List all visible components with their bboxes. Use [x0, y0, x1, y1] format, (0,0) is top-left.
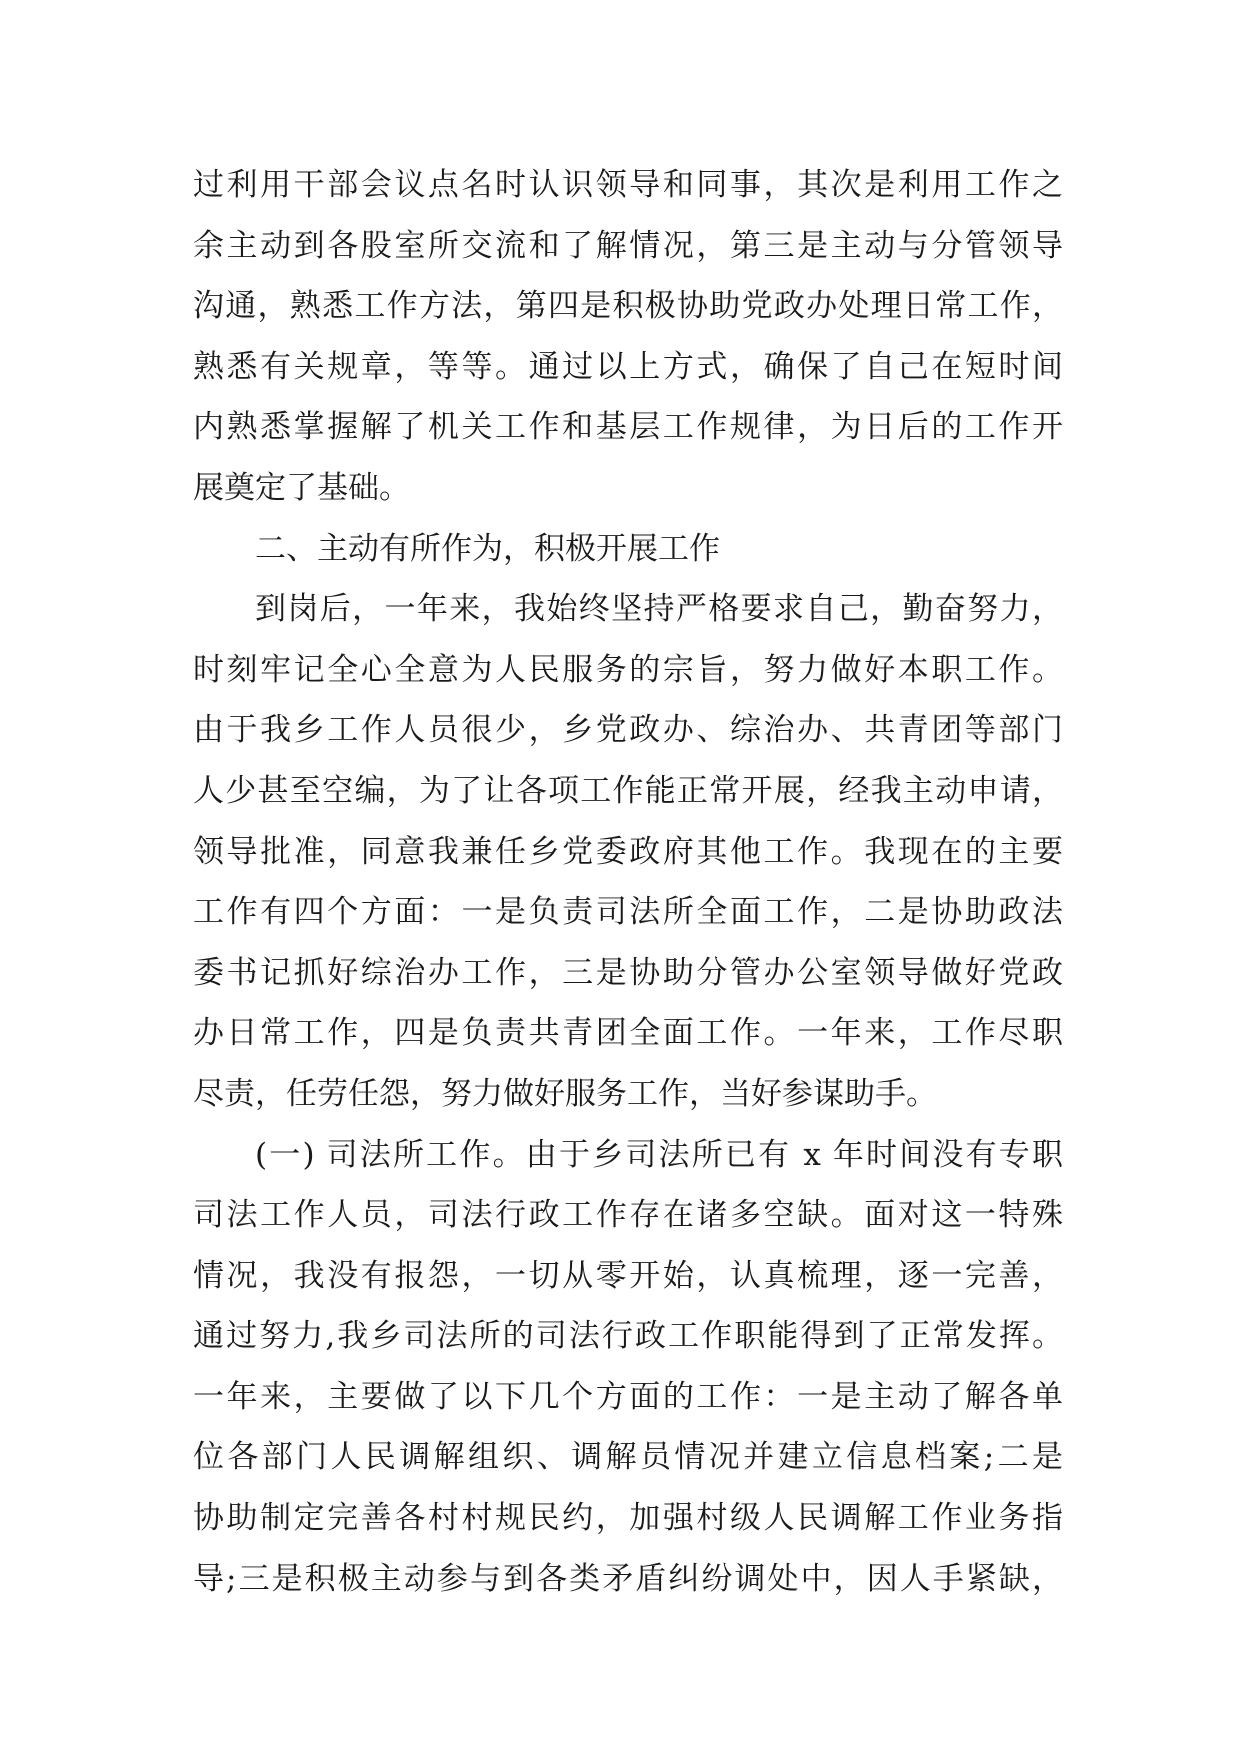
body-text: [193, 155, 1063, 1609]
section-heading: 二、主动有所作为，积极开展工作: [255, 530, 720, 567]
text-line: 沟通，熟悉工作方法，第四是积极协助党政办处理日常工作，: [193, 288, 1063, 325]
text-line: 过利用干部会议点名时认识领导和同事，其次是利用工作之: [193, 167, 1063, 203]
text-line: 展奠定了基础。: [193, 469, 410, 506]
subsection-line: (一) 司法所工作。由于乡司法所已有 x 年时间没有专职: [255, 1136, 1063, 1173]
text-line: 尽责，任劳任怨，努力做好服务工作，当好参谋助手。: [193, 1075, 937, 1112]
text-line: 委书记抓好综治办工作，三是协助分管办公室领导做好党政: [193, 954, 1063, 991]
text-line: 到岗后，一年来，我始终坚持严格要求自己，勤奋努力，: [255, 591, 1063, 628]
text-line: 领导批准，同意我兼任乡党委政府其他工作。我现在的主要: [193, 833, 1063, 870]
text-line: 熟悉有关规章，等等。通过以上方式，确保了自己在短时间: [193, 348, 1063, 385]
text-line: 一年来，主要做了以下几个方面的工作：一是主动了解各单: [193, 1378, 1063, 1415]
text-line: 时刻牢记全心全意为人民服务的宗旨，努力做好本职工作。: [193, 651, 1063, 688]
text-line: 情况，我没有报怨，一切从零开始，认真梳理，逐一完善，: [193, 1257, 1063, 1294]
text-line: 司法工作人员，司法行政工作存在诸多空缺。面对这一特殊: [193, 1197, 1063, 1234]
text-line: 工作有四个方面：一是负责司法所全面工作，二是协助政法: [193, 894, 1063, 931]
text-line: 余主动到各股室所交流和了解情况，第三是主动与分管领导: [193, 227, 1063, 264]
text-line: 办日常工作，四是负责共青团全面工作。一年来，工作尽职: [193, 1015, 1063, 1052]
text-line: 通过努力,我乡司法所的司法行政工作职能得到了正常发挥。: [193, 1318, 1063, 1355]
text-line: 内熟悉掌握解了机关工作和基层工作规律，为日后的工作开: [193, 409, 1063, 446]
text-line: 人少甚至空编，为了让各项工作能正常开展，经我主动申请，: [193, 772, 1063, 809]
text-line: 协助制定完善各村村规民约，加强村级人民调解工作业务指: [193, 1500, 1063, 1537]
text-line: 导;三是积极主动参与到各类矛盾纠纷调处中，因人手紧缺，: [193, 1560, 1063, 1597]
text-line: 由于我乡工作人员很少，乡党政办、综治办、共青团等部门: [193, 712, 1063, 749]
text-line: 位各部门人民调解组织、调解员情况并建立信息档案;二是: [193, 1439, 1063, 1476]
